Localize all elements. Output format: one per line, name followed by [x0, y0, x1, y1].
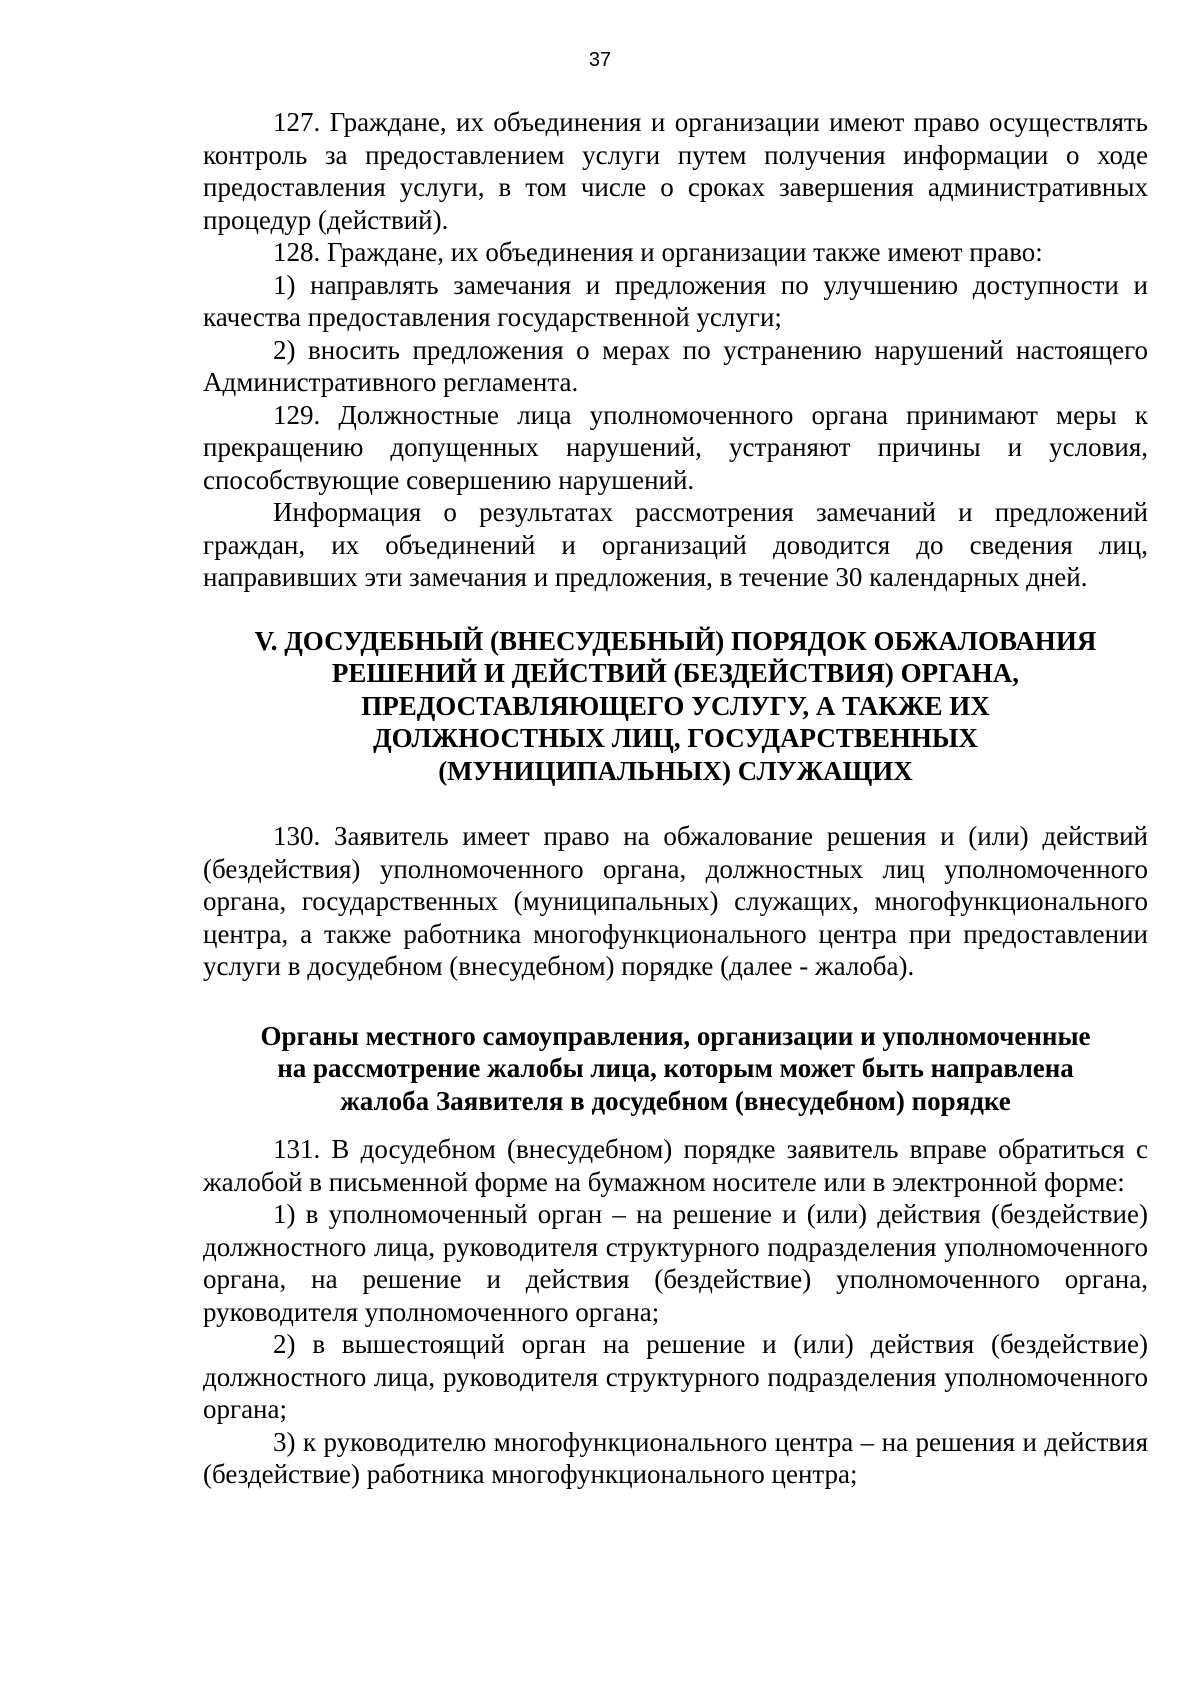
section-heading-line: ДОЛЖНОСТНЫХ ЛИЦ, ГОСУДАРСТВЕННЫХ	[373, 723, 978, 753]
subsection-heading-line: на рассмотрение жалобы лица, которым может быть направлена	[277, 1053, 1074, 1083]
paragraph-128: 128. Граждане, их объединения и организации также имеют право:	[273, 237, 1043, 267]
section-heading-line: ПРЕДОСТАВЛЯЮЩЕГО УСЛУГУ, А ТАКЖЕ ИХ	[361, 690, 990, 721]
paragraph-131-item-3: 3) к руководителю многофункционального центра – на решения и действия (бездействие) работника многофункционального центра;	[203, 1426, 1148, 1489]
page-number: 37	[588, 49, 612, 71]
paragraph-128-item-2: 2) вносить предложения о мерах по устранению нарушений настоящего Административного регламента.	[203, 334, 1148, 397]
paragraph-129: 129. Должностные лица уполномоченного органа принимают меры к прекращению допущенных нарушений, устраняют причины и условия, способствующие совершению нарушений.	[203, 399, 1148, 495]
subsection-heading	[203, 1020, 1148, 1118]
subsection-heading-line: Органы местного самоуправления, организации и уполномоченные	[260, 1020, 1091, 1051]
paragraph-127: 127. Граждане, их объединения и организации имеют право осуществлять контроль за предоставлением услуги путем получения информации о ходе предоставления услуги, в том числе о сроках завершения административных процедур (действий).	[203, 107, 1148, 235]
paragraph-130: 130. Заявитель имеет право на обжалование решения и (или) действий (бездействия) уполномоченного органа, должностных лиц уполномоченного органа, государственных (муниципальных) служащих, многофункционального центра, а также работника многофункционального центра при предоставлении услуги в досудебном (внесудебном) порядке (далее - жалоба).	[203, 821, 1148, 981]
section-heading-line: (МУНИЦИПАЛЬНЫХ) СЛУЖАЩИХ	[438, 755, 913, 786]
paragraph-131-item-1: 1) в уполномоченный орган – на решение и (или) действия (бездействие) должностного лица, руководителя структурного подразделения уполномоченного органа, на решение и действия (бездействие) уполномоченного органа, руководителя уполномоченного органа;	[203, 1199, 1148, 1327]
section-v-heading	[203, 625, 1148, 788]
section-heading-line: РЕШЕНИЙ И ДЕЙСТВИЙ (БЕЗДЕЙСТВИЯ) ОРГАНА,	[331, 658, 1020, 688]
paragraph-131-item-2: 2) в вышестоящий орган на решение и (или) действия (бездействие) должностного лица, руководителя структурного подразделения уполномоченного органа;	[203, 1329, 1148, 1424]
section-heading-line: V. ДОСУДЕБНЫЙ (ВНЕСУДЕБНЫЙ) ПОРЯДОК ОБЖАЛОВАНИЯ	[254, 625, 1097, 656]
subsection-heading-line: жалоба Заявителя в досудебном (внесудебном) порядке	[340, 1085, 1011, 1116]
paragraph-128-item-1: 1) направлять замечания и предложения по улучшению доступности и качества предоставления государственной услуги;	[203, 269, 1148, 332]
paragraph-131: 131. В досудебном (внесудебном) порядке заявитель вправе обратиться с жалобой в письменной форме на бумажном носителе или в электронной форме:	[203, 1134, 1148, 1197]
document-body	[203, 106, 1148, 1491]
paragraph-129-info: Информация о результатах рассмотрения замечаний и предложений граждан, их объединений и организаций доводится до сведения лиц, направивших эти замечания и предложения, в течение 30 календарных дней.	[203, 497, 1148, 592]
